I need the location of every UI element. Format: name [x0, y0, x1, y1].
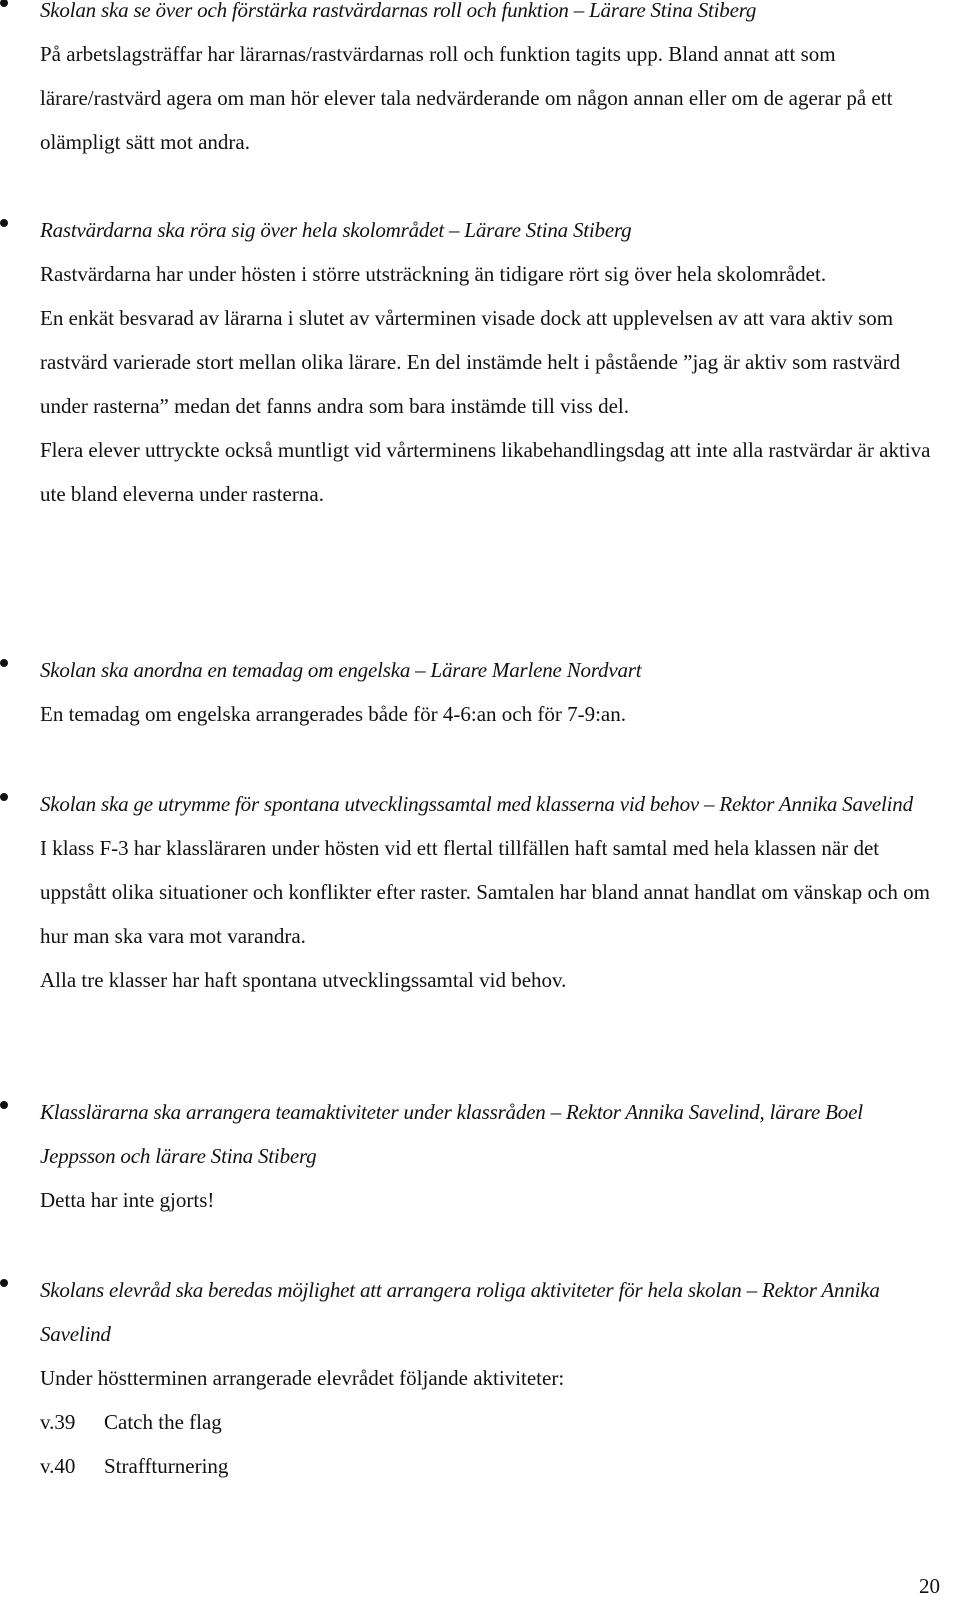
section-temadag-engelska: [0, 648, 960, 736]
section-utvecklingssamtal: [0, 782, 960, 1002]
bullet-icon: [0, 1101, 8, 1109]
bullet-icon: [0, 219, 8, 227]
activity-name: Straffturnering: [104, 1454, 229, 1478]
section-paragraph: På arbetslagsträffar har lärarnas/rastvärdarnas roll och funktion tagits upp. Bland annat att som lärare/rastvärd agera om man hör elever tala nedvärderande om någon annan eller om de agerar på ett olämpligt sätt mot andra.: [40, 42, 893, 154]
section-elevrad: [0, 1268, 960, 1488]
activity-week: v.40: [40, 1454, 76, 1478]
section-heading: Skolans elevråd ska beredas möjlighet att arrangera roliga aktiviteter för hela skolan – Rektor Annika Savelind: [40, 1278, 880, 1346]
section-heading: Klasslärarna ska arrangera teamaktiviteter under klassråden – Rektor Annika Savelind, lärare Boel Jeppsson och lärare Stina Stiberg: [40, 1100, 863, 1168]
section-rastvardar-roll: [0, 0, 960, 164]
section-paragraph: En enkät besvarad av lärarna i slutet av vårterminen visade dock att upplevelsen av att vara aktiv som rastvärd varierade stort mellan olika lärare. En del instämde helt i påstående ”jag är aktiv som rastvärd under rasterna” medan det fanns andra som bara instämde till viss del.: [40, 306, 901, 418]
activity-row: [40, 1400, 942, 1444]
section-heading: Skolan ska ge utrymme för spontana utvecklingssamtal med klasserna vid behov – Rektor Annika Savelind: [40, 792, 913, 816]
section-paragraph: I klass F-3 har klassläraren under hösten vid ett flertal tillfällen haft samtal med hela klassen när det uppstått olika situationer och konflikter efter raster. Samtalen har bland annat handlat om vänskap och om hur man ska vara mot varandra.: [40, 836, 930, 948]
bullet-icon: [0, 793, 8, 801]
activity-week: v.39: [40, 1410, 76, 1434]
activity-row: [40, 1444, 942, 1488]
section-teamaktiviteter: [0, 1090, 960, 1222]
bullet-icon: [0, 659, 8, 667]
activity-name: Catch the flag: [104, 1410, 222, 1434]
bullet-icon: [0, 0, 8, 7]
bullet-icon: [0, 1279, 8, 1287]
section-heading: Skolan ska anordna en temadag om engelska – Lärare Marlene Nordvart: [40, 658, 642, 682]
section-paragraph: Flera elever uttryckte också muntligt vid vårterminens likabehandlingsdag att inte alla rastvärdar är aktiva ute bland eleverna under rasterna.: [40, 438, 931, 506]
section-paragraph: Under höstterminen arrangerade elevrådet följande aktiviteter:: [40, 1366, 565, 1390]
page-number: 20: [919, 1574, 940, 1598]
section-heading: Rastvärdarna ska röra sig över hela skolområdet – Lärare Stina Stiberg: [40, 218, 632, 242]
section-paragraph: En temadag om engelska arrangerades både för 4-6:an och för 7-9:an.: [40, 702, 627, 726]
section-heading: Skolan ska se över och förstärka rastvärdarnas roll och funktion – Lärare Stina Stiberg: [40, 0, 757, 22]
section-rastvardar-omrade: [0, 208, 960, 516]
section-paragraph: Alla tre klasser har haft spontana utvecklingssamtal vid behov.: [40, 968, 567, 992]
section-paragraph: Rastvärdarna har under hösten i större utsträckning än tidigare rört sig över hela skolområdet.: [40, 262, 827, 286]
section-paragraph: Detta har inte gjorts!: [40, 1188, 215, 1212]
